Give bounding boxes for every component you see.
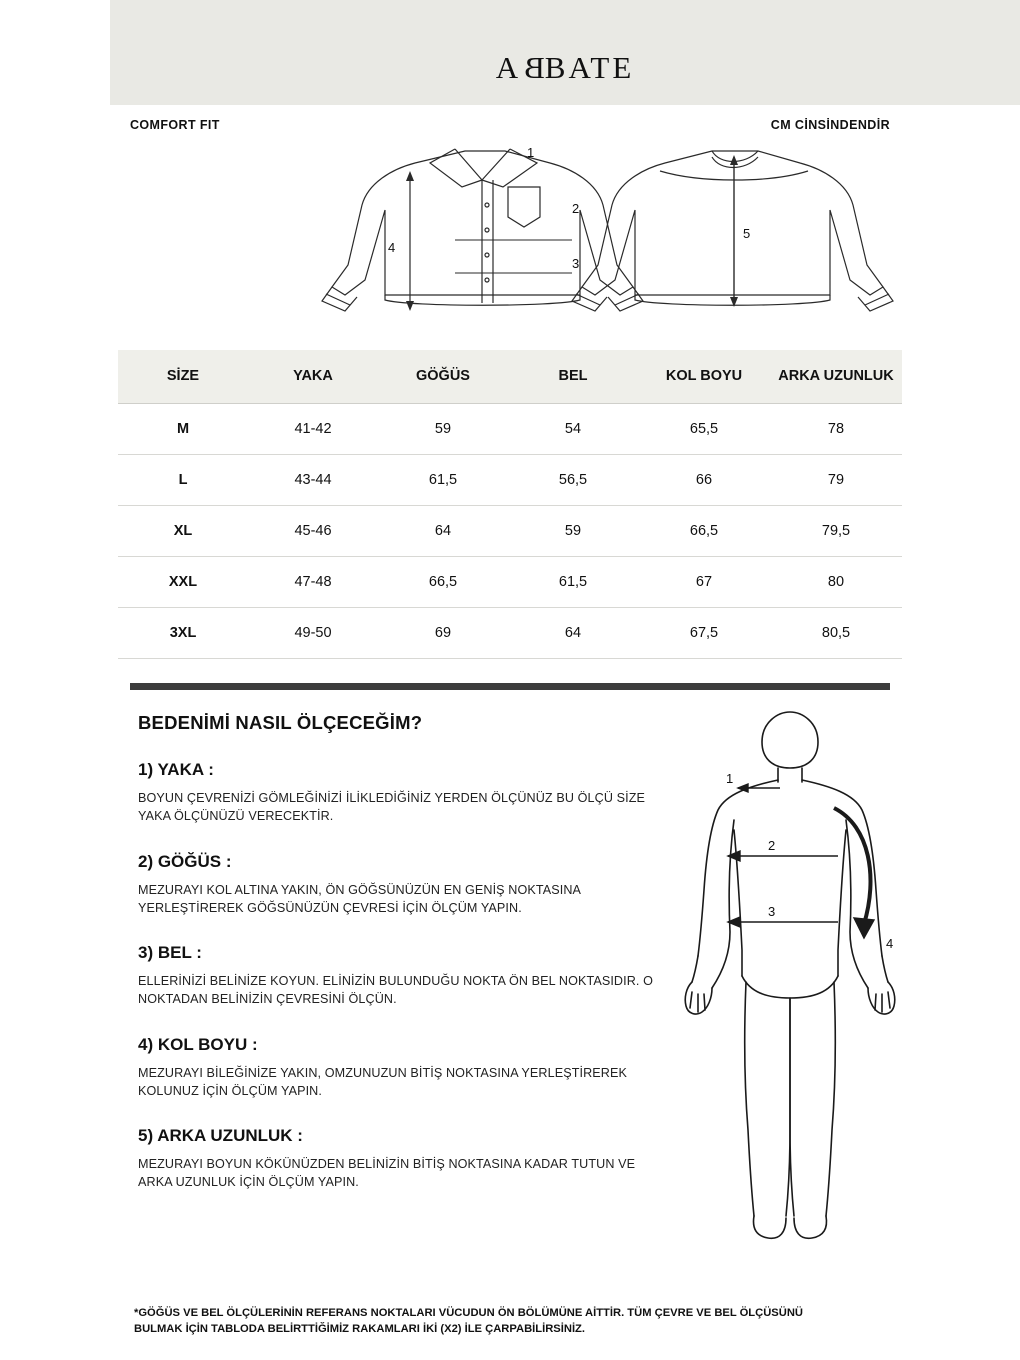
cell-bel: 54	[508, 404, 638, 455]
cell-gogus: 64	[378, 506, 508, 557]
section-divider	[130, 683, 890, 690]
cell-yaka: 45-46	[248, 506, 378, 557]
guide-item-kol-boyu	[138, 1035, 658, 1101]
guide-item-gogus	[138, 852, 658, 918]
guide-text-arka-uzunluk: MEZURAYI BOYUN KÖKÜNÜZDEN BELİNİZİN BİTİŞ NOKTASINA KADAR TUTUN VE ARKA UZUNLUK İÇİN ÖLÇÜM YAPIN.	[138, 1157, 636, 1190]
figure-marker-2: 2	[768, 838, 776, 853]
cell-arka-uzunluk: 80	[770, 557, 902, 608]
column-header-bel: BEL	[508, 350, 638, 404]
body-figure-svg	[630, 700, 950, 1260]
brand-letter-a: A	[495, 50, 522, 85]
cell-size: XXL	[118, 557, 248, 608]
cell-size: L	[118, 455, 248, 506]
guide-text-gogus: MEZURAYI KOL ALTINA YAKIN, ÖN GÖĞSÜNÜZÜN EN GENİŞ NOKTASINA YERLEŞTİREREK GÖĞSÜNÜZÜN ÇEVRESİ İÇİN ÖLÇÜM YAPIN.	[138, 882, 581, 915]
size-table	[118, 350, 902, 659]
guide-heading-bel: 3) BEL :	[138, 943, 202, 962]
column-header-kol-boyu: KOL BOYU	[638, 350, 770, 404]
cell-kol-boyu: 66,5	[638, 506, 770, 557]
guide-heading-yaka: 1) YAKA :	[138, 760, 214, 779]
guide-item-bel	[138, 943, 658, 1009]
marker-4: 4	[388, 240, 396, 255]
cell-arka-uzunluk: 78	[770, 404, 902, 455]
guide-text-bel: ELLERİNİZİ BELİNİZE KOYUN. ELİNİZİN BULUNDUĞU NOKTA ÖN BEL NOKTASIDIR. O NOKTADAN BELİNİZİN ÇEVRESİNİ ÖLÇÜN.	[138, 974, 654, 1007]
cell-yaka: 41-42	[248, 404, 378, 455]
marker-3: 3	[572, 256, 580, 271]
figure-marker-3: 3	[768, 904, 776, 919]
cell-yaka: 49-50	[248, 608, 378, 659]
guide-heading-gogus: 2) GÖĞÜS :	[138, 851, 232, 871]
cell-bel: 64	[508, 608, 638, 659]
guide-heading-kol-boyu: 4) KOL BOYU :	[138, 1034, 258, 1054]
cell-bel: 61,5	[508, 557, 638, 608]
cell-bel: 56,5	[508, 455, 638, 506]
cell-kol-boyu: 65,5	[638, 404, 770, 455]
column-header-arka-uzunluk: ARKA UZUNLUK	[770, 350, 902, 404]
unit-label: CM CİNSİNDENDİR	[770, 118, 890, 132]
column-header-yaka: YAKA	[248, 350, 378, 404]
footnote	[134, 1305, 894, 1337]
table-row	[118, 608, 902, 659]
cell-gogus: 59	[378, 404, 508, 455]
cell-arka-uzunluk: 79	[770, 455, 902, 506]
cell-size: XL	[118, 506, 248, 557]
table-row	[118, 506, 902, 557]
footnote-line-2: BULMAK İÇİN TABLODA BELİRTTİĞİMİZ RAKAMLARI İKİ (X2) İLE ÇARPABİLİRSİNİZ.	[134, 1323, 585, 1336]
cell-arka-uzunluk: 79,5	[770, 506, 902, 557]
figure-marker-4: 4	[886, 936, 894, 951]
brand-letters-rest: BATE	[544, 50, 635, 85]
marker-2: 2	[572, 201, 580, 216]
table-row	[118, 404, 902, 455]
marker-1: 1	[527, 145, 535, 160]
measurement-guide	[138, 712, 658, 1218]
guide-item-yaka	[138, 760, 658, 826]
cell-size: 3XL	[118, 608, 248, 659]
shirt-diagram-svg	[110, 135, 1020, 335]
size-table-wrap	[118, 350, 902, 659]
brand-band	[110, 0, 1020, 105]
guide-title: BEDENİMİ NASIL ÖLÇECEĞİM?	[138, 712, 423, 733]
figure-marker-1: 1	[726, 771, 734, 786]
body-figure	[630, 700, 950, 1260]
guide-text-yaka: BOYUN ÇEVRENİZİ GÖMLEĞİNİZİ İLİKLEDİĞİNİZ YERDEN ÖLÇÜNÜZ BU ÖLÇÜ SİZE YAKA ÖLÇÜNÜZÜ VERECEKTİR.	[138, 791, 646, 824]
header-row	[130, 118, 890, 132]
table-row	[118, 557, 902, 608]
column-header-size: SİZE	[118, 350, 248, 404]
table-row	[118, 455, 902, 506]
cell-yaka: 47-48	[248, 557, 378, 608]
brand-logo	[110, 50, 1020, 86]
marker-5: 5	[743, 226, 751, 241]
brand-letter-b-mirrored: B	[521, 50, 545, 85]
cell-bel: 59	[508, 506, 638, 557]
guide-item-arka-uzunluk	[138, 1126, 658, 1192]
guide-heading-arka-uzunluk: 5) ARKA UZUNLUK :	[138, 1126, 303, 1145]
cell-gogus: 61,5	[378, 455, 508, 506]
cell-arka-uzunluk: 80,5	[770, 608, 902, 659]
cell-kol-boyu: 67,5	[638, 608, 770, 659]
cell-size: M	[118, 404, 248, 455]
table-header-row	[118, 350, 902, 404]
footnote-line-1: *GÖĞÜS VE BEL ÖLÇÜLERİNİN REFERANS NOKTALARI VÜCUDUN ÖN BÖLÜMÜNE AİTTİR. TÜM ÇEVRE VE BEL ÖLÇÜSÜNÜ	[134, 1307, 803, 1319]
cell-gogus: 66,5	[378, 557, 508, 608]
fit-label: COMFORT FIT	[130, 118, 220, 132]
cell-gogus: 69	[378, 608, 508, 659]
guide-text-kol-boyu: MEZURAYI BİLEĞİNİZE YAKIN, OMZUNUZUN BİTİŞ NOKTASINA YERLEŞTİREREK KOLUNUZ İÇİN ÖLÇÜM YAPIN.	[138, 1065, 627, 1098]
shirt-illustration	[110, 135, 1020, 335]
cell-yaka: 43-44	[248, 455, 378, 506]
cell-kol-boyu: 67	[638, 557, 770, 608]
column-header-gogus: GÖĞÜS	[378, 350, 508, 404]
cell-kol-boyu: 66	[638, 455, 770, 506]
